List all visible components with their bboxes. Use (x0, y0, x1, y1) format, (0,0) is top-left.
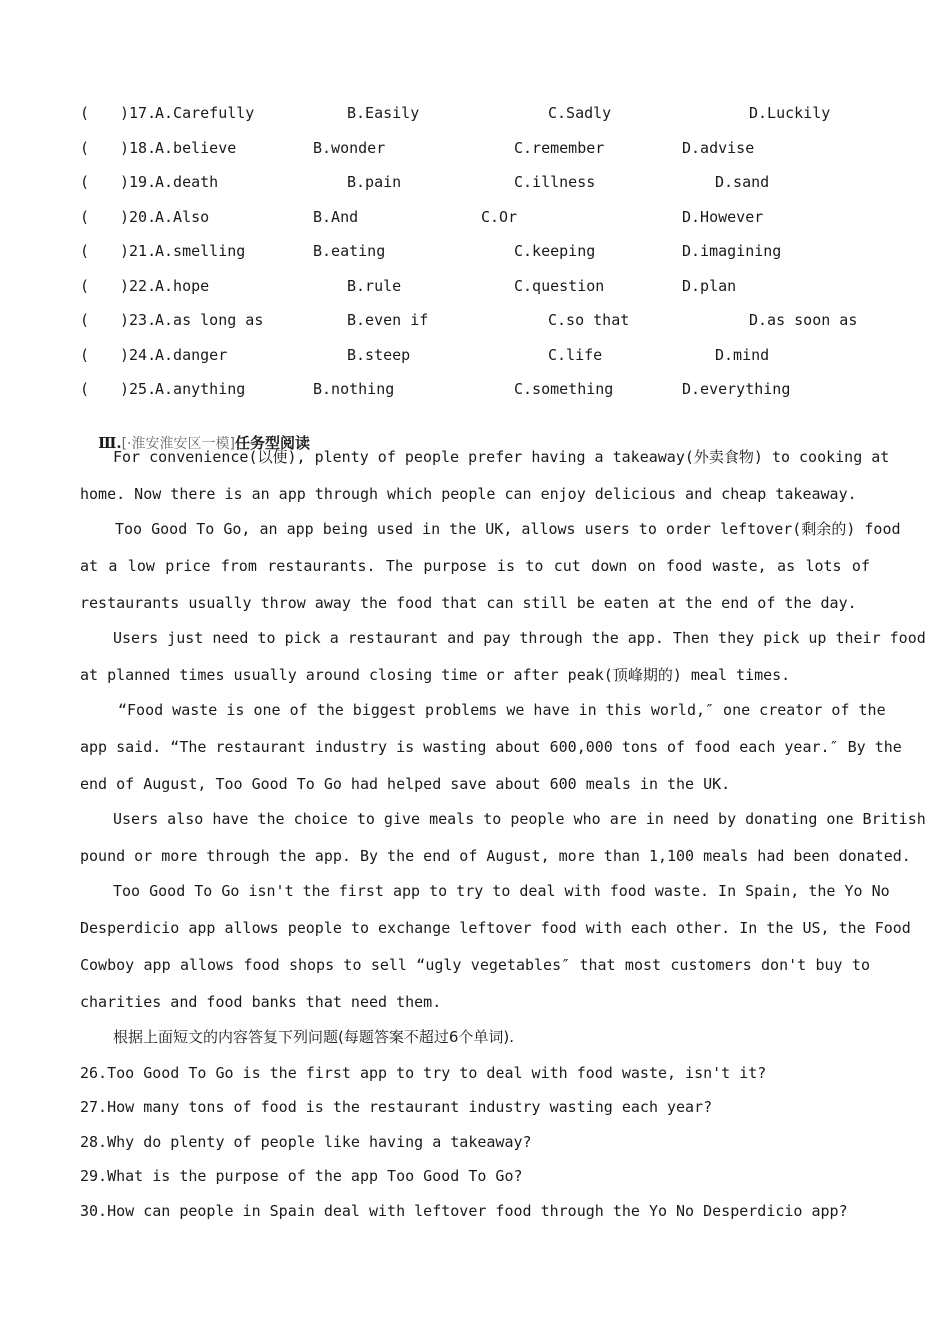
question-number: )25. (120, 380, 157, 398)
mc-row-21 (0, 241, 950, 261)
passage-line: Users also have the choice to give meals to people who are in need by donating one British (113, 810, 926, 828)
option-c: C.Or (481, 208, 518, 226)
passage-line: app said. “The restaurant industry is wasting about 600,000 tons of food each year.″ By the (80, 738, 902, 756)
option-d: D.everything (682, 380, 791, 398)
answer-paren: ( (80, 173, 90, 191)
question-26: 26.Too Good To Go is the first app to try to deal with food waste, isn't it? (80, 1064, 767, 1082)
option-b: B.And (313, 208, 359, 226)
passage-line: Users just need to pick a restaurant and pay through the app. Then they pick up their food (113, 629, 926, 647)
option-b: B.rule (347, 277, 402, 295)
option-b: B.pain (347, 173, 402, 191)
option-a: A.hope (155, 277, 210, 295)
question-number: )17. (120, 104, 157, 122)
mc-row-23 (0, 310, 950, 330)
option-a: A.Also (155, 208, 210, 226)
option-d: D.imagining (682, 242, 782, 260)
option-d: D.mind (715, 346, 770, 364)
section-number: Ⅲ. (98, 434, 122, 452)
question-number: )20. (120, 208, 157, 226)
mc-row-17 (0, 103, 950, 123)
passage-line: Cowboy app allows food shops to sell “ugly vegetables″ that most customers don't buy to (80, 956, 870, 974)
answer-paren: ( (80, 208, 90, 226)
passage-line: Too Good To Go isn't the first app to try to deal with food waste. In Spain, the Yo No (113, 882, 890, 900)
paragraph-1 (80, 439, 890, 513)
passage-line: pound or more through the app. By the end of August, more than 1,100 meals had been donated. (80, 847, 911, 865)
answer-paren: ( (80, 104, 90, 122)
question-28: 28.Why do plenty of people like having a takeaway? (80, 1133, 532, 1151)
question-number: )18. (120, 139, 157, 157)
option-a: A.death (155, 173, 219, 191)
option-b: B.wonder (313, 139, 386, 157)
question-29: 29.What is the purpose of the app Too Good To Go? (80, 1167, 523, 1185)
mc-row-19 (0, 172, 950, 192)
task-instruction: 根据上面短文的内容答复下列问题(每题答案不超过6个单词). (113, 1028, 515, 1046)
option-a: A.anything (155, 380, 246, 398)
question-27: 27.How many tons of food is the restaurant industry wasting each year? (80, 1098, 713, 1116)
option-a: A.believe (155, 139, 237, 157)
answer-paren: ( (80, 277, 90, 295)
answer-paren: ( (80, 311, 90, 329)
option-c: C.life (548, 346, 603, 364)
passage-line: at a low price from restaurants. The purpose is to cut down on food waste, as lots of (80, 557, 870, 575)
option-c: C.Sadly (548, 104, 612, 122)
option-d: D.plan (682, 277, 737, 295)
option-a: A.danger (155, 346, 228, 364)
passage-line: Desperdicio app allows people to exchange leftover food with each other. In the US, the Food (80, 919, 911, 937)
passage-line: “Food waste is one of the biggest problems we have in this world,″ one creator of the (118, 701, 886, 719)
option-d: D.Luckily (749, 104, 831, 122)
option-b: B.steep (347, 346, 411, 364)
mc-row-24 (0, 345, 950, 365)
paragraph-2 (80, 511, 901, 622)
passage-line: at planned times usually around closing time or after peak(顶峰期的) meal times. (80, 666, 791, 684)
option-b: B.eating (313, 242, 386, 260)
passage-line: restaurants usually throw away the food that can still be eaten at the end of the day. (80, 594, 857, 612)
paragraph-5 (80, 801, 926, 875)
option-c: C.illness (514, 173, 596, 191)
answer-paren: ( (80, 346, 90, 364)
question-number: )19. (120, 173, 157, 191)
passage-line: home. Now there is an app through which people can enjoy delicious and cheap takeaway. (80, 485, 857, 503)
mc-row-18 (0, 138, 950, 158)
option-d: D.sand (715, 173, 770, 191)
option-a: A.as long as (155, 311, 264, 329)
section-source: [·淮安淮安区一模] (121, 436, 235, 452)
paragraph-6 (80, 873, 911, 1021)
mc-row-25 (0, 379, 950, 399)
answer-paren: ( (80, 242, 90, 260)
answer-paren: ( (80, 380, 90, 398)
question-number: )23. (120, 311, 157, 329)
option-c: C.keeping (514, 242, 596, 260)
passage-line: Too Good To Go, an app being used in the UK, allows users to order leftover(剩余的) food (115, 520, 901, 538)
question-30: 30.How can people in Spain deal with leftover food through the Yo No Desperdicio app? (80, 1202, 848, 1220)
option-b: B.nothing (313, 380, 395, 398)
passage-line: For convenience(以便), plenty of people prefer having a takeaway(外卖食物) to cooking at (113, 448, 890, 466)
passage-line: end of August, Too Good To Go had helped save about 600 meals in the UK. (80, 775, 731, 793)
mc-row-22 (0, 276, 950, 296)
answer-paren: ( (80, 139, 90, 157)
option-c: C.something (514, 380, 614, 398)
question-number: )21. (120, 242, 157, 260)
option-c: C.question (514, 277, 605, 295)
option-a: A.Carefully (155, 104, 255, 122)
option-a: A.smelling (155, 242, 246, 260)
mc-row-20 (0, 207, 950, 227)
paragraph-3 (80, 620, 926, 694)
question-number: )24. (120, 346, 157, 364)
question-number: )22. (120, 277, 157, 295)
option-d: D.as soon as (749, 311, 858, 329)
option-d: D.advise (682, 139, 755, 157)
option-b: B.even if (347, 311, 429, 329)
paragraph-4 (80, 692, 902, 803)
option-c: C.remember (514, 139, 605, 157)
section-title: 任务型阅读 (234, 434, 310, 452)
option-d: D.However (682, 208, 764, 226)
option-c: C.so that (548, 311, 630, 329)
option-b: B.Easily (347, 104, 420, 122)
passage-line: charities and food banks that need them. (80, 993, 442, 1011)
